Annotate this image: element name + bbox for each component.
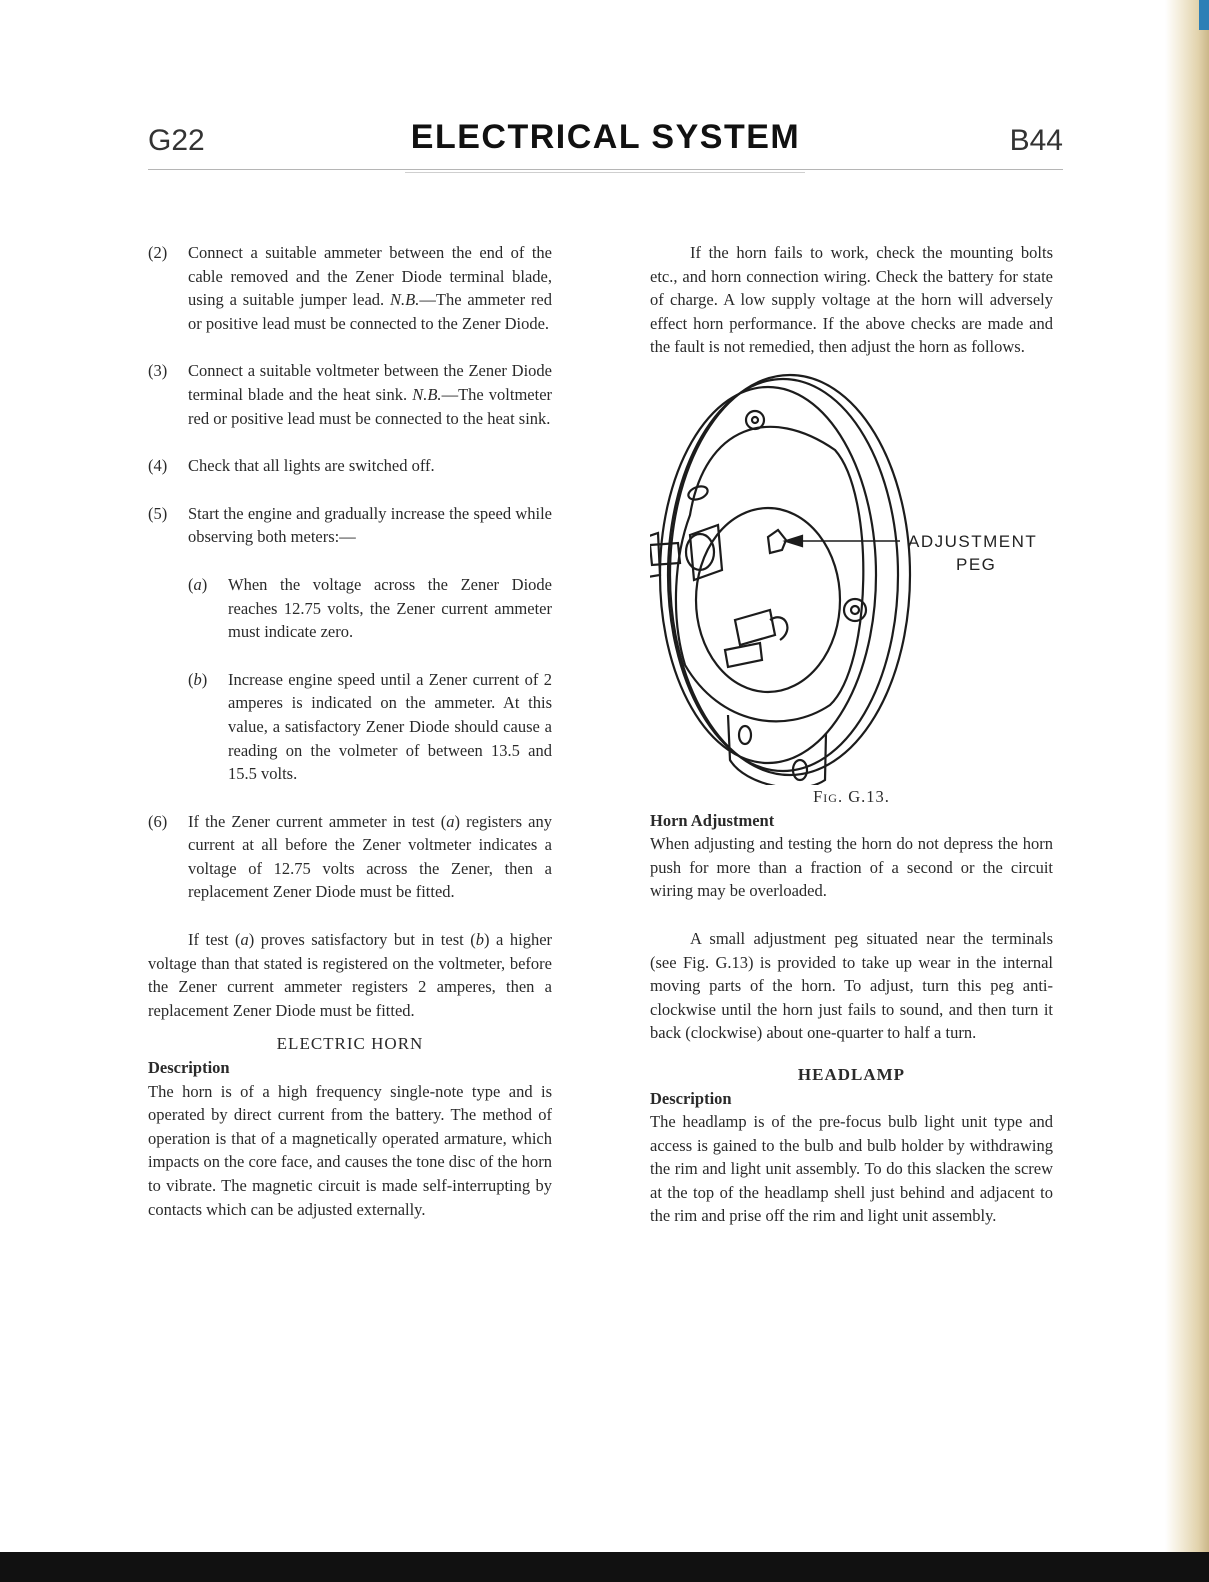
headlamp-description-text: The headlamp is of the pre-focus bulb light unit type and access is gained to the bulb and bulb holder by withdrawing the rim and light unit assembly. To do this slacken the screw at the top of the headlamp shell just behind and adjacent to the rim and prise off the rim and light unit assembly.	[650, 1112, 1053, 1226]
scan-bottom-border	[0, 1552, 1209, 1582]
header-rule-secondary	[405, 172, 805, 173]
test-result-paragraph: If test (a) proves satisfactory but in test (b) a higher voltage than that stated is registered on the voltmeter, before the Zener current ammeter registers 2 amperes, then a replacement Zener Diode must be fitted.	[148, 930, 553, 1020]
step-number: (2)	[148, 243, 168, 262]
page-header	[148, 118, 1063, 168]
header-rule	[148, 169, 1063, 170]
step-text: If the Zener current ammeter in test (a) registers any current at all before the Zener voltmeter indicates a voltage of 12.75 volts across the Zener, then a replacement Zener Diode must be fitted.	[188, 811, 552, 902]
step-number: (3)	[148, 361, 168, 381]
horn-description-heading: Description	[148, 1058, 230, 1078]
page-section-code: G22	[148, 124, 205, 157]
step-text: Connect a suitable voltmeter between the Zener Diode terminal blade and the heat sink. N.B.—The voltmeter red or positive lead must be connected to the heat sink.	[188, 361, 553, 428]
step-text: Check that all lights are switched off.	[188, 456, 435, 476]
adjustment-peg-text: A small adjustment peg situated near the terminals (see Fig. G.13) is provided to take up wear in the internal moving parts of the horn. To adjust, turn this peg anti-clockwise until the horn just fails to sound, and then turn it back (clockwise) about one-quarter to half a turn.	[650, 928, 1053, 1043]
step-2	[148, 241, 552, 335]
horn-adjustment-text: When adjusting and testing the horn do not depress the horn push for more than a fraction of a second or the circuit wiring may be overloaded.	[650, 834, 1053, 901]
step-text: Connect a suitable ammeter between the end of the cable removed and the Zener Diode terminal blade, using a suitable jumper lead. N.B.—The ammeter red or positive lead must be connected to the Zener Diode.	[188, 243, 552, 333]
page-title: ELECTRICAL SYSTEM	[410, 118, 801, 156]
figure-label-line2: PEG	[956, 554, 997, 574]
substep-a	[188, 573, 552, 644]
horn-adjustment-heading: Horn Adjustment	[650, 810, 775, 830]
left-column	[148, 241, 552, 1221]
step-4	[148, 454, 552, 478]
figure-caption: Fig. G.13.	[813, 786, 890, 806]
section-heading-headlamp: HEADLAMP	[797, 1064, 906, 1084]
step-5	[148, 502, 552, 549]
step-number: (5)	[148, 503, 168, 523]
figure-label-line1: ADJUSTMENT	[908, 531, 1038, 551]
horn-figure	[650, 365, 1053, 785]
right-column	[650, 241, 1053, 1228]
substep-letter: (b)	[188, 669, 208, 689]
headlamp-description-heading: Description	[650, 1088, 732, 1108]
substep-text: When the voltage across the Zener Diode reaches 12.75 volts, the Zener current ammeter must indicate zero.	[228, 574, 552, 642]
section-heading-electric-horn: ELECTRIC HORN	[276, 1034, 424, 1054]
page-edge	[1165, 0, 1209, 1582]
step-text: Start the engine and gradually increase the speed while observing both meters:—	[188, 503, 552, 547]
substep-text: Increase engine speed until a Zener current of 2 amperes is indicated on the ammeter. At this value, a satisfactory Zener Diode should cause a reading on the volmeter of between 13.5 and 15.5 volts.	[228, 669, 552, 784]
step-3	[148, 359, 552, 430]
horn-body	[676, 427, 863, 722]
page-edge-tab	[1199, 0, 1209, 30]
step-number: (4)	[148, 456, 168, 476]
step-number: (6)	[148, 811, 168, 831]
substep-b	[188, 668, 552, 786]
step-6	[148, 810, 552, 904]
horn-description-text: The horn is of a high frequency single-note type and is operated by direct current from the battery. The method of operation is that of a magnetically operated armature, which impacts on the core face, and causes the tone disc of the horn to vibrate. The magnetic circuit is made self-interrupting by contacts which can be adjusted externally.	[148, 1081, 552, 1219]
adjustment-peg	[768, 530, 786, 553]
substep-letter: (a)	[188, 574, 208, 594]
page-number: B44	[1009, 124, 1063, 157]
horn-check-paragraph: If the horn fails to work, check the mounting bolts etc., and horn connection wiring. Check the battery for state of charge. A low supply voltage at the horn will adversely effect horn performance. If the above checks are made and the fault is not remedied, then adjust the horn as follows.	[650, 243, 1053, 357]
